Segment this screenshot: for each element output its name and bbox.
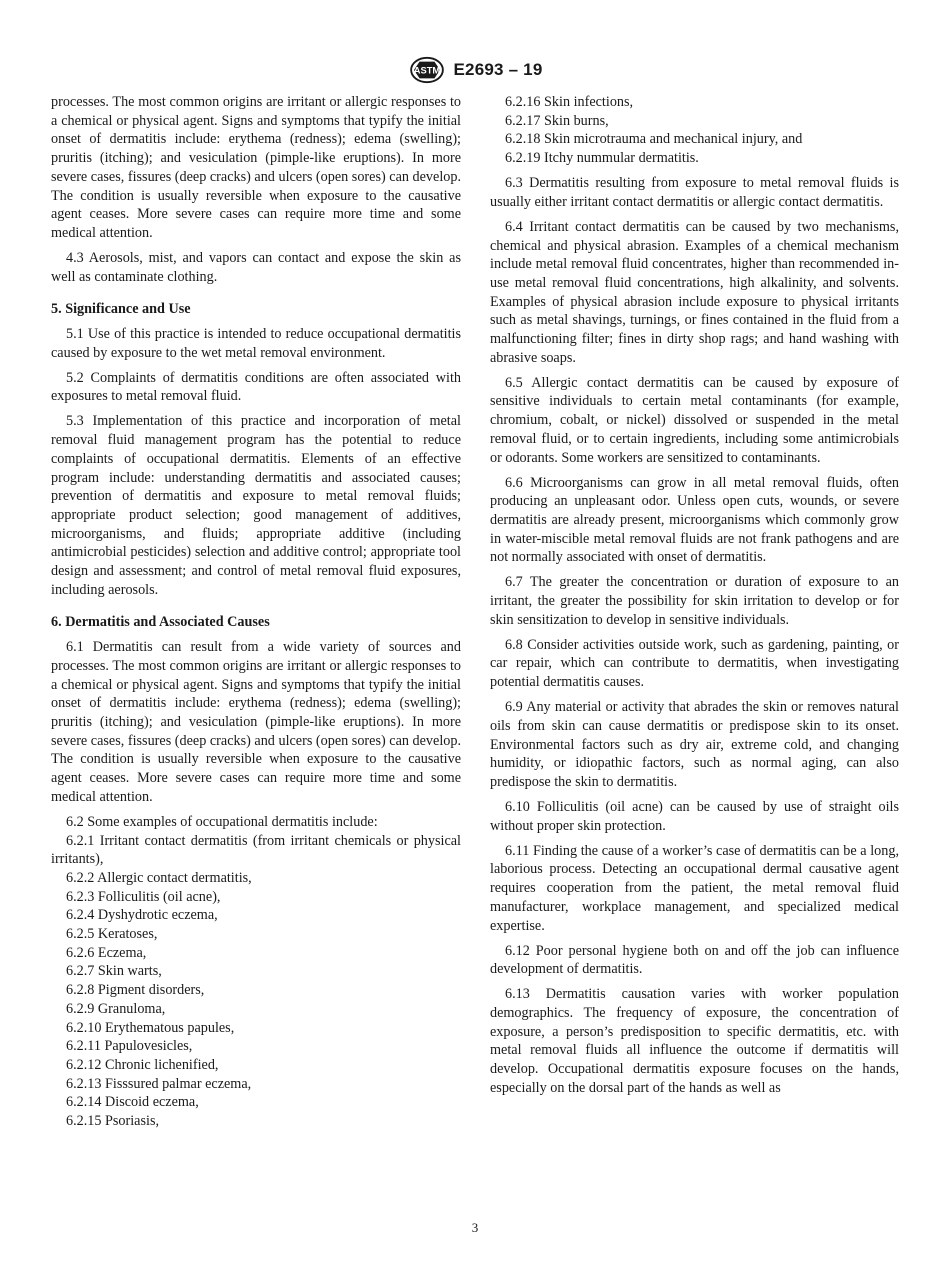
list-item: 6.2.9 Granuloma, [66, 1000, 166, 1017]
svg-text:ASTM: ASTM [413, 65, 440, 76]
list-item: 6.2.19 Itchy nummular dermatitis. [505, 150, 699, 167]
dermatitis-examples-list-continued [490, 93, 899, 168]
list-item: 6.2.11 Papulovesicles, [66, 1038, 193, 1055]
astm-logo-icon [408, 56, 446, 84]
dermatitis-examples-list [51, 813, 461, 1131]
list-item: 6.2.12 Chronic lichenified, [66, 1056, 219, 1073]
list-item: 6.2.1 Irritant contact dermatitis (from irritant chemicals or physical irritants), [51, 832, 461, 868]
list-item: 6.2.14 Discoid eczema, [66, 1094, 199, 1111]
paragraph-continuation: processes. The most common origins are irritant or allergic responses to a chemical or physical agent. Signs and symptoms that typify the initial onset of dermatitis include: erythema (redness); edema (swelling); pruritis (itching); and vesiculation (pimple-like eruptions). In more severe cases, fissures (deep cracks) and ulcers (open sores) can develop. The condition is usually reversible when exposure to the causative agent ceases. More severe cases can require more time and some medical attention. [51, 94, 461, 241]
paragraph-6-7: 6.7 The greater the concentration or duration of exposure to an irritant, the greater the possibility for skin irritation to develop or for skin sensitization to develop in sensitive individuals. [490, 574, 899, 628]
paragraph-5-3: 5.3 Implementation of this practice and incorporation of metal removal fluid management program has the potential to reduce complaints of occupational dermatitis. Elements of an effective program include: understanding dermatitis and associated causes; prevention of dermatitis and exposure to metal removal fluids; appropriate product selection; good management of additives, microorganisms, and fluids; appropriate additive (including antimicrobial pesticides) selection and additive control; appropriate tool design and assessment; and control of metal removal fluid exposures, including aerosols. [51, 413, 461, 598]
paragraph-6-11: 6.11 Finding the cause of a worker’s case of dermatitis can be a long, laborious process. Detecting an occupational dermal causative agent requires cooperation from the patient, the metal removal fluid manufacturer, workplace management, and specialized medical expertise. [490, 842, 899, 934]
paragraph-4-3: 4.3 Aerosols, mist, and vapors can contact and expose the skin as well as contaminate clothing. [51, 249, 461, 285]
paragraph-6-6: 6.6 Microorganisms can grow in all metal removal fluids, often producing an unpleasant odor. Unless open cuts, wounds, or severe dermatitis are already present, microorganisms which commonly grow in water-miscible metal removal fluids are not frank pathogens and are not normally associated with onset of dermatitis. [490, 474, 899, 566]
section-heading-5: 5. Significance and Use [51, 301, 191, 318]
section-heading-6: 6. Dermatitis and Associated Causes [51, 614, 270, 631]
list-item: 6.2.4 Dyshydrotic eczema, [66, 907, 218, 924]
list-item: 6.2.16 Skin infections, [505, 94, 634, 110]
list-item: 6.2.17 Skin burns, [505, 112, 609, 129]
paragraph-6-4: 6.4 Irritant contact dermatitis can be caused by two mechanisms, chemical and physical abrasion. Examples of a chemical mechanism include metal removal fluid concentrates, higher than recommended in-use metal removal fluid concentrations, high alkalinity, and solvents. Examples of physical abrasion include exposure to physical irritants such as metal shavings, turnings, or fines contained in the fluid from a malfunctioning filter; fines in dirty shop rags; and hand washing with abrasive soaps. [490, 218, 899, 366]
list-item: 6.2.6 Eczema, [66, 944, 147, 961]
paragraph-6-10: 6.10 Folliculitis (oil acne) can be caused by use of straight oils without proper skin protection. [490, 798, 899, 834]
paragraph-6-5: 6.5 Allergic contact dermatitis can be caused by exposure of sensitive individuals to certain metal contaminants (for example, chromium, cobalt, or nickel) dissolved or suspended in the metal removal fluid, or to certain ingredients, including some antimicrobials or odorants. Some workers are sensitized to contaminants. [490, 374, 899, 466]
left-column [51, 93, 461, 1137]
list-item: 6.2.5 Keratoses, [66, 926, 158, 943]
list-item: 6.2.2 Allergic contact dermatitis, [66, 869, 252, 886]
paragraph-6-1: 6.1 Dermatitis can result from a wide variety of sources and processes. The most common origins are irritant or allergic responses to a chemical or physical agent. Signs and symptoms that typify the initial onset of dermatitis include: erythema (redness); edema (swelling); pruritis (itching); and vesiculation (pimple-like eruptions). In more severe cases, fissures (deep cracks) and ulcers (open sores) can develop. The condition is usually reversible when exposure to the causative agent ceases. More severe cases can require more time and some medical attention. [51, 639, 461, 805]
list-item: 6.2.3 Folliculitis (oil acne), [66, 888, 221, 905]
list-item: 6.2.18 Skin microtrauma and mechanical injury, and [505, 131, 803, 148]
list-item: 6.2.15 Psoriasis, [66, 1113, 160, 1130]
list-item: 6.2.13 Fisssured palmar eczema, [66, 1075, 252, 1092]
list-item: 6.2.7 Skin warts, [66, 963, 162, 980]
right-column [490, 93, 899, 1104]
standard-designation: E2693 – 19 [453, 60, 543, 79]
paragraph-6-13: 6.13 Dermatitis causation varies with worker population demographics. The frequency of exposure, the concentration of exposure, a person’s predisposition to specific dermatitis, etc. with metal removal fluids all influence the outcome if dermatitis will develop. Occupational dermatitis exposure focuses on the hands, especially on the dorsal part of the hands as well as [490, 986, 899, 1096]
paragraph-5-1: 5.1 Use of this practice is intended to reduce occupational dermatitis caused by exposure to the wet metal removal environment. [51, 326, 461, 361]
paragraph-6-9: 6.9 Any material or activity that abrades the skin or removes natural oils from skin can cause dermatitis or predispose skin to its onset. Environmental factors such as dry air, extreme cold, and changing humidity, or idiopathic factors, such as normal aging, can also predispose the skin to dermatitis. [490, 699, 899, 790]
page-header [0, 55, 950, 85]
paragraph-5-2: 5.2 Complaints of dermatitis conditions are often associated with exposures to metal removal fluid. [51, 369, 461, 405]
page-number: 3 [471, 1220, 479, 1235]
paragraph-6-8: 6.8 Consider activities outside work, such as gardening, painting, or car repair, which can contribute to dermatitis, when investigating potential dermatitis causes. [490, 636, 899, 691]
paragraph-6-12: 6.12 Poor personal hygiene both on and off the job can influence development of dermatitis. [490, 942, 899, 978]
list-item: 6.2.8 Pigment disorders, [66, 982, 205, 999]
paragraph-6-3: 6.3 Dermatitis resulting from exposure to metal removal fluids is usually either irritant contact dermatitis or allergic contact dermatitis. [490, 175, 899, 210]
list-item: 6.2.10 Erythematous papules, [66, 1019, 235, 1036]
list-intro: 6.2 Some examples of occupational dermatitis include: [66, 813, 378, 830]
